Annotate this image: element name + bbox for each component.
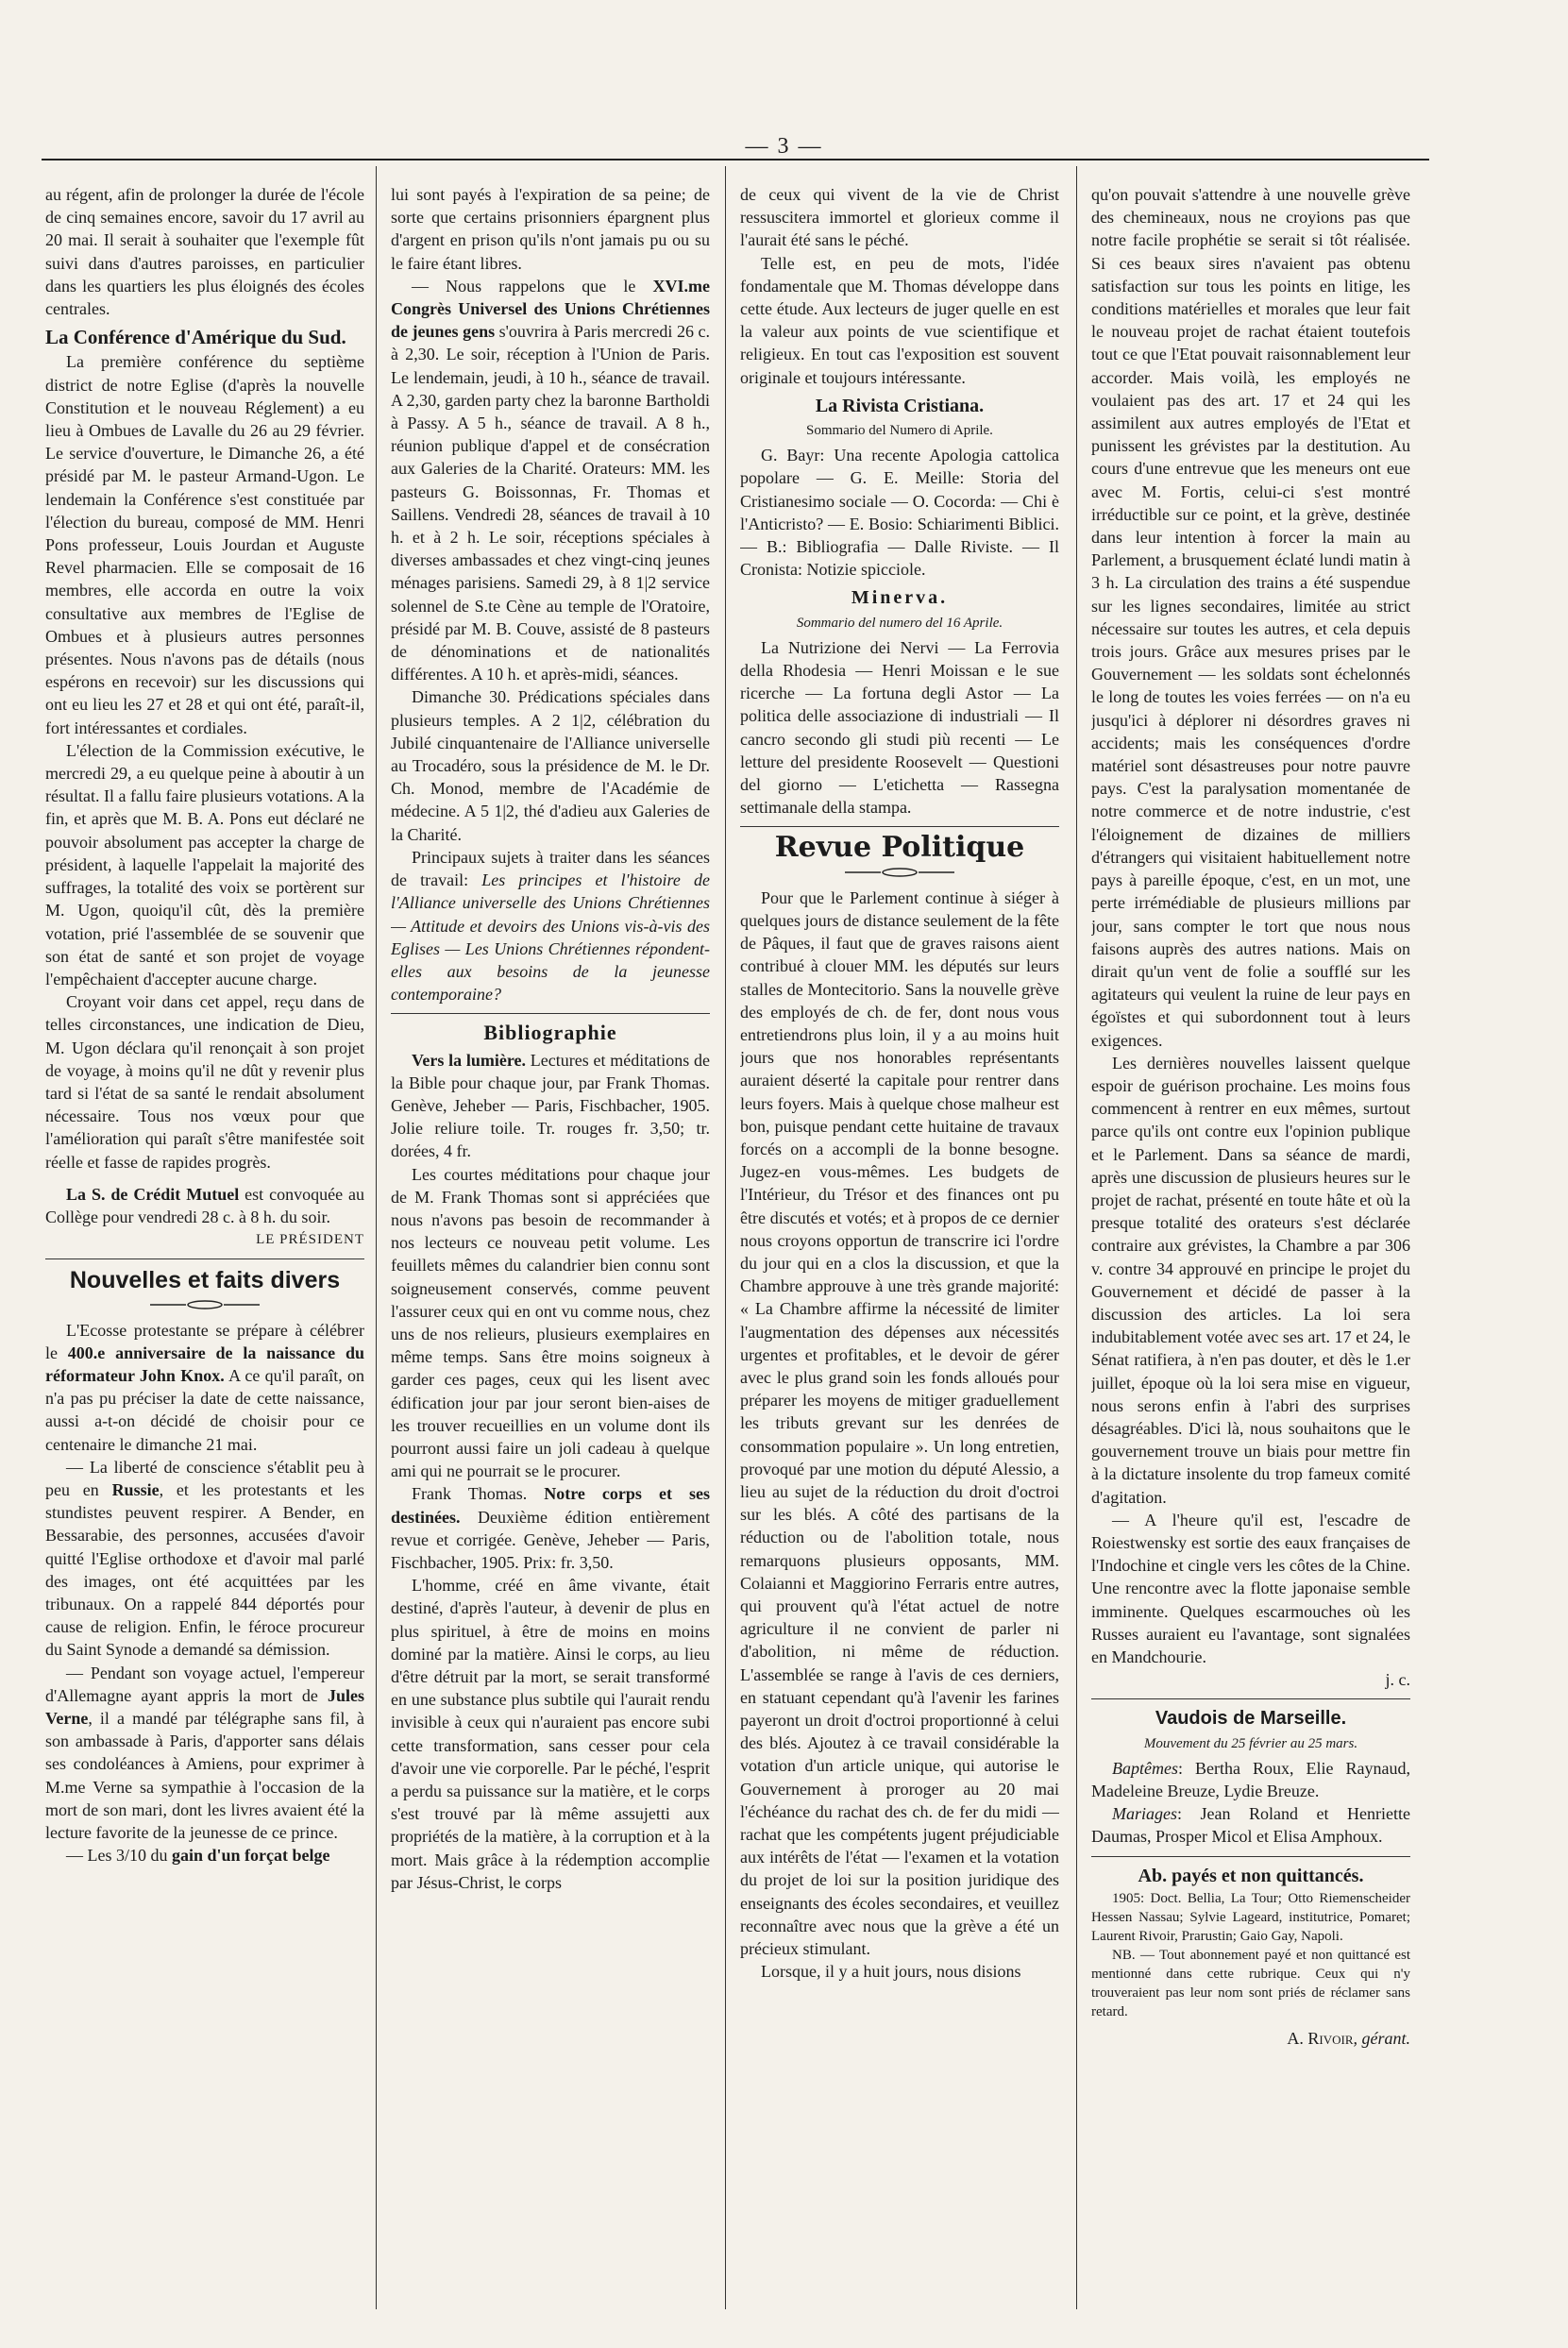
paragraph: La Nutrizione dei Nervi — La Ferrovia della Rhodesia — Henri Moissan e le sue ricerche — La fortuna degli Astor — La politica delle associazione di industriali — Il cancro secondo gli studi più recenti — Le letture del presidente Roosevelt — Questioni del giorno — L'etichetta — Rassegna settimanale della stampa. [740, 637, 1059, 818]
paragraph: qu'on pouvait s'attendre à une nouvelle grève des chemineaux, nous ne croyions pas que notre facile prophétie se serait si tôt réalisée. Si ces beaux sires n'avaient pas obtenu satisfaction sur tous les points en litige, les conditions matérielles et morales que leur fait le nouveau projet de rachat étaient toutefois tout ce que l'Etat pouvait raisonnablement leur accorder. Mais voilà, les employés ne voulaient pas des art. 17 et 24 qui les assimilent aux autres employés de l'Etat et punissent les grévistes par la destitution. Au cours d'une entrevue que les meneurs ont eue avec M. Fortis, celui-ci s'est montré irréductible sur ce point, et la grève, destinée dans leur intention à forcer la main au Parlement, a brusquement éclaté lundi matin à 3 h. La circulation des trains a été suspendue sur les lignes secondaires, limitée au strict nécessaire sur toutes les autres, et cela depuis trois jours. Grâce aux mesures prises par le Gouvernement — les soldats sont échelonnés le long de toutes les voies ferrées — on n'a eu jusqu'ici à déplorer ni désordres graves ni accidents; mais les conséquences d'ordre matériel sont désastreuses pour notre pauvre pays. C'est la paralysation momentanée de notre commerce et de notre industrie, c'est l'éloignement de dizaines de milliers d'étrangers qui visitaient habituellement notre pays à pareille époque, c'est, en un mot, une perte irrémédiable de plusieurs millions par jour, sans compter le tort que nous nous faisons auprès des autres nations. Mais on dirait qu'un vent de folie a soufflé sur les agitateurs qui veulent la ruine de leur pays en égoïstes et qui subordonnent tout à leurs exigences. [1091, 185, 1410, 1050]
bold-text: gain d'un forçat belge [172, 1846, 330, 1866]
paragraph: lui sont payés à l'expiration de sa peine; de sorte que certains prisonniers épargnent plus d'argent en prison qu'ils n'ont jamais pu ou su le faire étant libres. [391, 185, 710, 273]
paragraph [45, 1319, 364, 1456]
column-3 [740, 183, 1059, 2307]
paragraph: — A l'heure qu'il est, l'escadre de Roiestwensky est sortie des eaux françaises de l'Indochine et cingle vers les côtes de la Chine. Une rencontre avec la flotte japonaise semble imminente. Quelques escarmouches où les Russes auraient eu l'avantage, sont signalées en Mandchourie. [1091, 1510, 1410, 1666]
italic-text: Mariages [1112, 1804, 1177, 1824]
heading-nouvelles: Nouvelles et faits divers [69, 1267, 341, 1294]
paragraph: Pour que le Parlement continue à siéger à quelques jours de distance seulement de la fête de Pâques, il faut que de graves raisons aient contribué à clouer MM. les députés sur leurs stalles de Montecitorio. Sans la nouvelle grève des employés de ch. de fer, dont nous vous entretiendrons plus loin, il y a au moins huit jours que nos honorables représentants auraient déserté la capitale pour rentrer dans leurs foyers. Mais à quelque chose malheur est bon, puisque pendant cette huitaine de travaux forcés on a accompli de la bonne besogne. Jugez-en vous-mêmes. Les budgets de l'Intérieur, du Trésor et des finances ont pu être discutés et votés; et à propos de ce dernier nous croyons opportun de transcrire ici l'ordre du jour qui en a clos la discussion, et que la Chambre approuve à une très grande majorité: « La Chambre affirme la nécessité de limiter l'augmentation des dépenses aux nécessités urgentes et profitables, et le devoir de gérer avec le plus grand soin les fonds alloués pour préparer les moyens de mitiger graduellement les tributs grevant sur les denrées de consommation populaire ». Un long entretien, provoqué par une motion du député Alessio, a lieu au sujet de la réduction du droit d'octroi sur les blés. A côté des partisans de la réduction ou de l'abolition totale, nous remarquons plusieurs opposants, MM. Colaianni et Maggiorino Ferraris entre autres, qui prouvent qu'à l'état actuel de notre agriculture il ne convient de parler ni d'abolition, ni même de réduction. L'assemblée se range à l'avis de ces derniers, en statuant cependant qu'à l'avenir les farines payeront un droit d'octroi proportionné à celui des blés. Ajoutez à ce travail considérable la votation d'un article unique, qui autorise le Gouvernement à proroger au 20 mai l'échéance du rachat des ch. de fer du midi — rachat que les compétents jugent préjudiciable aux intérêts de l'état — l'examen et la votation du projet de loi sur la position juridique des enseignants des écoles secondaires, et veuillez reconnaître avec nous que la grève a été un précieux stimulant. [740, 887, 1059, 1959]
text: Principaux sujets à traiter dans les séances de travail: [391, 847, 710, 890]
text: Lectures et méditations de la Bible pour chaque jour, par Frank Thomas. Genève, Jeheber — Paris, Fischbacher, 1905. Jolie reliure toile. Tr. rouges fr. 3,50; tr. dorées, 4 fr. [391, 1050, 710, 1161]
section-rule [740, 826, 1059, 827]
paragraph [1091, 1757, 1410, 1802]
heading-conference: La Conférence d'Amérique du Sud. [45, 326, 346, 349]
text: , il a mandé par télégraphe sans fil, à son ambassade à Paris, d'apporter sans délais ses condoléances à Amiens, pour exprimer à M.me Verne sa sympathie à l'occasion de la mort de son mari, dont les livres avaient été la lecture favorite de la jeunesse de ce prince. [45, 1709, 364, 1843]
text: — La liberté de conscience s'établit peu à peu en [45, 1457, 364, 1499]
section-rule [1091, 1856, 1410, 1857]
bold-text: Vers la lumière. [412, 1050, 527, 1070]
bold-text: Russie [111, 1479, 160, 1499]
text: L'Ecosse protestante se prépare à célébrer le [45, 1320, 364, 1362]
heading-bibliographie: Bibliographie [483, 1021, 617, 1045]
bold-text: XVI.me Congrès Universel des Unions Chrétiennes de jeunes gens [391, 276, 710, 342]
signature: j. c. [1385, 1670, 1410, 1690]
paragraph: de ceux qui vivent de la vie de Christ ressuscitera immortel et glorieux comme il l'aurait été sans le péché. [740, 185, 1059, 250]
text: — Les 3/10 du [66, 1846, 172, 1866]
section-rule [45, 1258, 364, 1259]
header-rule [42, 159, 1429, 160]
italic-text: Les principes et l'histoire de l'Alliance universelle des Unions Chrétiennes — Attitude et devoirs des Unions vis-à-vis des Eglises — Les Unions Chrétiennes répondent-elles aux besoins de la jeunesse contemporaine? [391, 870, 710, 1005]
paragraph: Les courtes méditations pour chaque jour de M. Frank Thomas sont si appréciées que nous n'avons pas besoin de recommander à nos lecteurs ce nouveau petit volume. Les feuillets mêmes du calandrier bien connu sont soigneusement conservés, comme peuvent l'assurer ceux qui en ont vu comme nous, chez uns de nos relieurs, plusieurs exemplaires en même temps. Sans être moins soigneux à garder ces pages, ceux qui les lisent avec édification jour par jour seront bien-aises de les trouver recueillies en un volume dont ils pourront aussi faire un joli cadeau à quelque ami qui ne pourrait se le procurer. [391, 1164, 710, 1481]
bold-text: 400.e anniversaire de la naissance du réformateur John Knox. [45, 1343, 364, 1385]
paragraph: G. Bayr: Una recente Apologia cattolica popolare — G. E. Meille: Storia del Cristianesimo sociale — O. Cocorda: — Chi è l'Anticristo? — E. Bosio: Schiarimenti Biblici. — B.: Bibliografia — Dalle Riviste. — Il Cronista: Notizie spicciole. [740, 446, 1059, 580]
column-rule [1076, 166, 1077, 2309]
text: est convoquée au Collège pour vendredi 28 c. à 8 h. du soir. [45, 1184, 364, 1226]
paragraph: Telle est, en peu de mots, l'idée fondamentale que M. Thomas développe dans cette étude. Aux lecteurs de juger quelle en est la valeur aux points de vue scientifique et religieux. En tout cas l'exposition est souvent originale et toujours intéressante. [740, 253, 1059, 387]
bold-text: Jules Verne [45, 1685, 364, 1728]
paragraph: 1905: Doct. Bellia, La Tour; Otto Riemenscheider Hessen Nassau; Sylvie Lageard, institutrice, Pomaret; Laurent Rivoir, Prarustin; Gaio Gay, Napoli. [1091, 1890, 1410, 1944]
text: — Pendant son voyage actuel, l'empereur d'Allemagne ayant appris la mort de [45, 1663, 364, 1705]
paragraph [391, 846, 710, 1005]
text: , et les protestants et les stundistes peuvent respirer. A Bender, en Bessarabie, des personnes, accusées d'avoir quitté l'Eglise orthodoxe et d'avoir mal parlé des images, ont été acquittées par les tribunaux. On a rappelé 844 déportés pour cause de religion. Enfin, le féroce procureur du Saint Synode a demandé sa démission. [45, 1479, 364, 1660]
paragraph: L'élection de la Commission exécutive, le mercredi 29, a eu quelque peine à aboutir à un résultat. Il a fallu faire plusieurs votations. A la fin, et après que M. B. A. Pons eut déclaré ne pouvoir absolument pas accepter la charge de président, à laquelle l'appelait la majorité des suffrages, la totalité des voix se portèrent sur M. Ugon, quoiqu'il cût, dès la première votation, prié l'assemblée de se souvenir que son état de santé et son projet de voyage l'empêchaient d'accepter aucune charge. [45, 740, 364, 988]
heading-abonnements: Ab. payés et non quittancés. [1138, 1865, 1364, 1886]
bold-text: La S. de Crédit Mutuel [66, 1184, 240, 1204]
column-4 [1091, 183, 1410, 2307]
text: : Bertha Roux, Elie Raynaud, Madeleine Breuze, Lydie Breuze. [1091, 1758, 1410, 1801]
heading-vaudois: Vaudois de Marseille. [1155, 1708, 1347, 1730]
section-rule [391, 1013, 710, 1014]
heading-minerva: Minerva. [851, 587, 949, 609]
paragraph [45, 1844, 364, 1867]
paragraph: Dimanche 30. Prédications spéciales dans plusieurs temples. A 2 1|2, célébration du Jubilé cinquantenaire de l'Alliance universelle au Trocadéro, sous la présidence de M. le Dr. Ch. Monod, membre de l'Académie de médecine. A 5 1|2, thé d'adieu aux Galeries de la Charité. [391, 687, 710, 844]
heading-rivista: La Rivista Cristiana. [815, 395, 985, 416]
paragraph: Les dernières nouvelles laissent quelque espoir de guérison prochaine. Les moins fous commencent à rentrer en eux mêmes, surtout parce qu'ils ont contre eux l'opinion publique et le Parlement. Dans sa séance de mardi, après une discussion de plusieurs heures sur le projet de rachat, présenté en toute hâte et où la presque totalité des orateurs s'est déclarée contraire aux grévistes, la Chambre a par 306 v. contre 34 approuvé en principe le projet du Gouvernement et décidé de passer à la discussion des articles. La loi sera indubitablement votée avec ses art. 17 et 24, le Sénat ratifiera, à n'en pas douter, et dès le 1.er juillet, époque où la loi sera mise en vigueur, nous serons enfin à l'abri des surprises désagréables. D'ici là, nous souhaitons que le gouvernement trouve un biais pour mettre fin à la dictature insolente du trop fameux comité d'agitation. [1091, 1053, 1410, 1507]
column-2 [391, 183, 710, 2307]
subheading: Sommario del numero del 16 Aprile. [796, 615, 1003, 631]
paragraph: Lorsque, il y a huit jours, nous disions [761, 1962, 1021, 1982]
text: Deuxième édition entièrement revue et corrigée. Genève, Jeheber — Paris, Fischbacher, 1905. Prix: fr. 3,50. [391, 1507, 710, 1572]
paragraph [391, 1049, 710, 1163]
text: Frank Thomas. [412, 1484, 545, 1504]
paragraph: La première conférence du septième district de notre Eglise (d'après la nouvelle Constitution et le nouveau Réglement) a eu lieu à Ombues de Lavalle du 26 au 29 février. Le service d'ouverture, le Dimanche 26, a été présidé par M. le pasteur Armand-Ugon. Le lendemain la Conférence s'est constituée par l'élection du bureau, composé de MM. Henri Pons professeur, Louis Jourdan et Auguste Revel pharmacien. Elle se composait de 16 membres, elle accorda en outre la voix consultative aux membres de l'Eglise de Ombues et à plusieurs autres personnes présentes. Nous n'avons pas de détails (nous espérons en recevoir) sur les discussions qui ont eu lieu les 27 et 28 et qui ont été, paraît-il, fort intéressantes et cordiales. [45, 352, 364, 737]
paragraph [45, 1183, 364, 1228]
text: : Jean Roland et Henriette Daumas, Prosper Micol et Elisa Amphoux. [1091, 1804, 1410, 1847]
paragraph [45, 1662, 364, 1845]
bold-text: Notre corps et ses destinées. [391, 1484, 710, 1527]
paragraph [1091, 1802, 1410, 1848]
paragraph [391, 275, 710, 686]
subheading: Mouvement du 25 février au 25 mars. [1143, 1735, 1358, 1751]
heading-revue-politique: Revue Politique [774, 831, 1025, 865]
column-1 [45, 183, 364, 2307]
paragraph [45, 1456, 364, 1662]
signature [1091, 2027, 1410, 2050]
column-rule [725, 166, 726, 2309]
italic-text: , gérant. [1353, 2028, 1410, 2048]
column-rule [376, 166, 377, 2309]
paragraph [391, 1482, 710, 1574]
paragraph: NB. — Tout abonnement payé et non quittancé est mentionné dans cette rubrique. Ceux qui n'y trouveraient pas leur nom sont priés de réclamer sans retard. [1091, 1947, 1410, 2019]
paragraph: Croyant voir dans cet appel, reçu dans de telles circonstances, une indication de Dieu, M. Ugon déclara qu'il renonçait à son projet de voyage, à moins qu'il ne dût y revenir plus tard si l'état de sa santé le rendait absolument nécessaire. Tous nos vœux pour que l'amélioration qui paraît s'être manifestée soit réelle et fasse de rapides progrès. [45, 992, 364, 1172]
paragraph: au régent, afin de prolonger la durée de l'école de cinq semaines encore, savoir du 17 avril au 20 mai. Il serait à souhaiter que l'exemple fût suivi dans d'autres paroisses, en particulier dans les quartiers les plus éloignés des écoles centrales. [45, 185, 364, 319]
page-number: — 3 — [745, 134, 823, 159]
paragraph: L'homme, créé en âme vivante, était destiné, d'après l'auteur, à devenir de plus en plus spirituel, à être de moins en moins dominé par la matière. Ainsi le corps, au lieu d'être détruit par la mort, se serait transformé en une substance plus subtile qui l'aurait rendu invisible à ceux qui n'auraient pas encore subi cette transformation, sans cesser pour cela d'avoir une vie corporelle. Par le péché, l'esprit a perdu sa puissance sur la matière, et le corps s'est trouvé par là même assujetti aux propriétés de la matière, à la corruption et à la mort. Mais grâce à la rédemption accomplie par Jésus-Christ, le corps [391, 1576, 710, 1892]
ornament-icon [843, 866, 956, 879]
signature: LE PRÉSIDENT [256, 1232, 364, 1248]
text: — Nous rappelons que le [412, 276, 653, 296]
section-rule [1091, 1698, 1410, 1699]
text: A ce qu'il paraît, on n'a pas pu préciser la date de cette naissance, aussi a-t-on décidé de choisir pour ce centenaire le dimanche 21 mai. [45, 1365, 364, 1454]
text: s'ouvrira à Paris mercredi 26 c. à 2,30. Le soir, réception à l'Union de Paris. Le lendemain, jeudi, à 10 h., séance de travail. A 2,30, garden party chez la baronne Bartholdi à Passy. A 5 h., séance de travail. A 8 h., réunion publique d'appel et de consécration aux Galeries de la Charité. Orateurs: MM. les pasteurs G. Boissonnas, Fr. Thomas et Saillens. Vendredi 28, séances de travail à 10 h. et à 2 h. Le soir, réceptions spéciales à diverses ambassades et chez vingt-cinq jeunes ménages parisiens. Samedi 29, à 8 1|2 service solennel de S.te Cène au temple de l'Oratoire, présidé par M. B. Couve, assisté de 8 pasteurs de dénominations et de nationalités différentes. A 10 h. et après-midi, séances. [391, 322, 710, 684]
subheading: Sommario del Numero di Aprile. [806, 423, 993, 439]
italic-text: Baptêmes [1112, 1758, 1178, 1778]
text: A. Rivoir [1287, 2028, 1354, 2048]
ornament-icon [148, 1298, 261, 1311]
